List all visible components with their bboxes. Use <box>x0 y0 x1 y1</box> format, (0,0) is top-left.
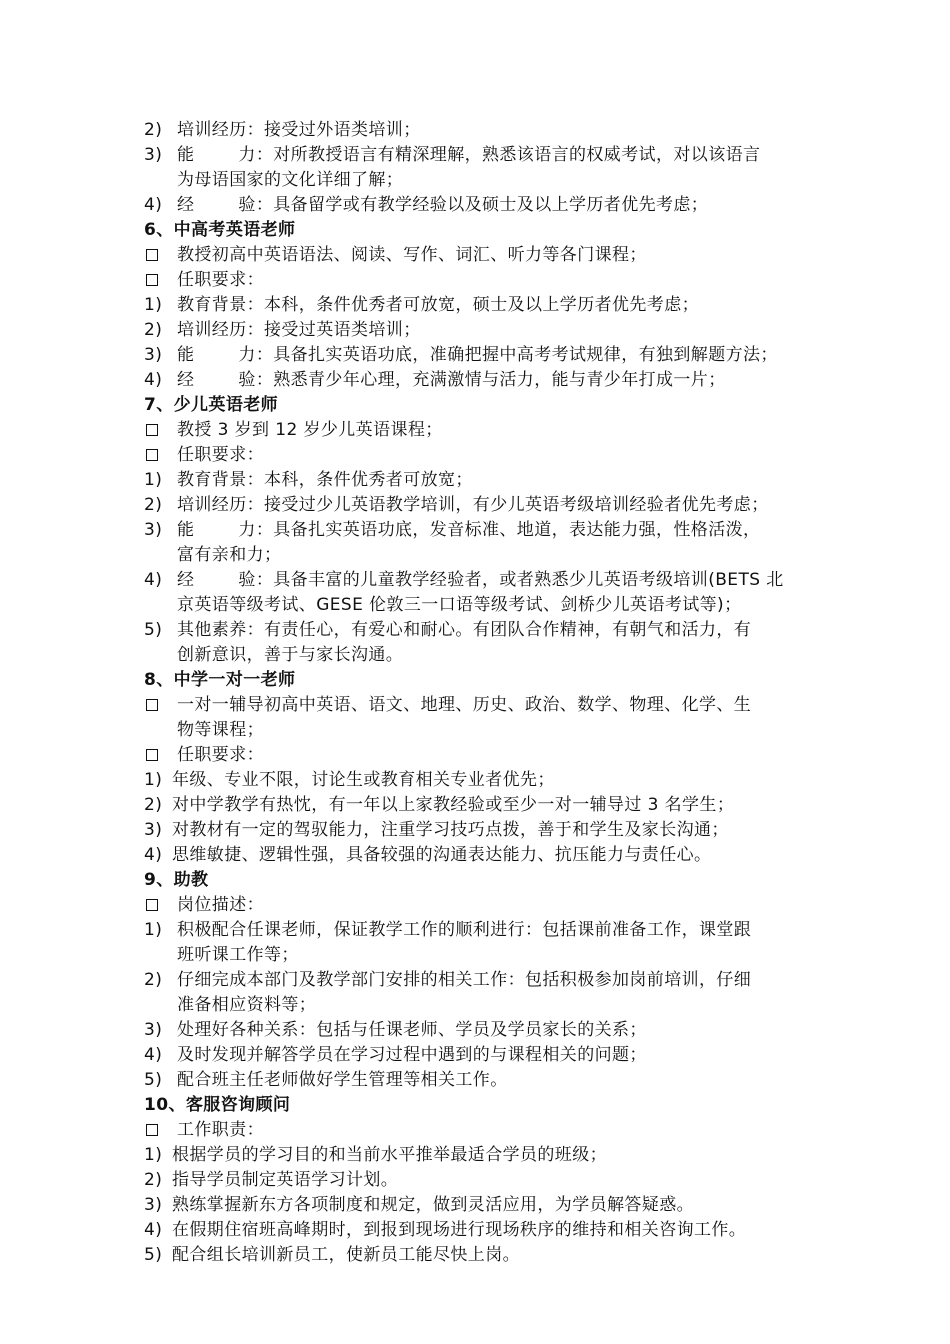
list-item-number: 5) <box>144 1070 163 1090</box>
list-item-label-first-char: 经 <box>177 570 195 590</box>
section-heading: 6、中高考英语老师 <box>144 220 296 240</box>
list-item-text: 班听课工作等； <box>177 945 299 965</box>
list-item-text: 任职要求： <box>177 745 264 765</box>
list-item-continuation <box>144 993 829 1018</box>
list-item-content <box>177 118 421 143</box>
list-item-content <box>177 568 784 593</box>
list-item-text: 熟练掌握新东方各项制度和规定，做到灵活应用，为学员解答疑惑。 <box>172 1195 694 1215</box>
list-item-number: 2) <box>144 120 163 140</box>
list-item-content <box>177 193 708 218</box>
list-item-number: 1) <box>144 1145 163 1165</box>
list-item-text: 培训经历：接受过英语类培训； <box>177 320 421 340</box>
list-item-text: ：具备丰富的儿童教学经验者，或者熟悉少儿英语考级培训(BETS 北 <box>255 570 784 590</box>
list-item-number: 2) <box>144 970 163 990</box>
list-item-number: 1) <box>144 770 163 790</box>
list-item-text: 任职要求： <box>177 445 264 465</box>
checkbox-bullet-icon <box>144 443 156 468</box>
numbered-list-item <box>144 1143 829 1168</box>
list-item-number: 4) <box>144 1045 163 1065</box>
numbered-list-item <box>144 518 829 543</box>
list-item-label-second-char: 力 <box>238 145 256 165</box>
list-item-continuation <box>144 643 829 668</box>
list-item-number: 1) <box>144 295 163 315</box>
list-item-content <box>177 468 473 493</box>
section-heading: 10、客服咨询顾问 <box>144 1095 291 1115</box>
list-item-number: 1) <box>144 470 163 490</box>
section-heading: 9、助教 <box>144 870 209 890</box>
list-item-content <box>172 1168 398 1193</box>
numbered-list-item <box>144 468 829 493</box>
list-item-number: 3) <box>144 820 163 840</box>
list-item-text: 工作职责： <box>177 1120 264 1140</box>
checkbox-list-item <box>144 1118 829 1143</box>
list-item-content <box>177 493 769 518</box>
list-item-number: 2) <box>144 795 163 815</box>
list-item-number: 4) <box>144 370 163 390</box>
checkbox-list-item <box>144 693 829 718</box>
list-item-label-first-char: 能 <box>177 345 195 365</box>
numbered-list-item <box>144 493 829 518</box>
numbered-list-item <box>144 843 829 868</box>
list-item-text: 岗位描述： <box>177 895 264 915</box>
checkbox-bullet-icon <box>144 743 156 768</box>
numbered-list-item <box>144 618 829 643</box>
checkbox-list-item <box>144 268 829 293</box>
list-item-continuation <box>144 168 829 193</box>
list-item-content <box>177 1043 647 1068</box>
checkbox-list-item <box>144 743 829 768</box>
list-item-text: 物等课程； <box>177 720 264 740</box>
list-item-content <box>177 968 751 993</box>
list-item-content <box>177 918 751 943</box>
list-item-text: 根据学员的学习目的和当前水平推举最适合学员的班级； <box>172 1145 607 1165</box>
list-item-text: 仔细完成本部门及教学部门安排的相关工作：包括积极参加岗前培训，仔细 <box>177 970 752 990</box>
checkbox-bullet-icon <box>144 693 156 718</box>
list-item-number: 3) <box>144 1020 163 1040</box>
numbered-list-item <box>144 1243 829 1268</box>
numbered-list-item <box>144 968 829 993</box>
list-item-content <box>172 818 729 843</box>
list-item-number: 3) <box>144 145 163 165</box>
list-item-text: 及时发现并解答学员在学习过程中遇到的与课程相关的问题； <box>177 1045 647 1065</box>
numbered-list-item <box>144 1043 829 1068</box>
list-item-content <box>172 1243 520 1268</box>
list-item-content <box>177 293 699 318</box>
list-item-content <box>172 1218 746 1243</box>
numbered-list-item <box>144 318 829 343</box>
list-item-number: 2) <box>144 495 163 515</box>
numbered-list-item <box>144 568 829 593</box>
list-item-text: 任职要求： <box>177 270 264 290</box>
list-item-continuation <box>144 718 829 743</box>
list-item-number: 2) <box>144 1170 163 1190</box>
list-item-content <box>177 318 421 343</box>
list-item-content <box>172 843 711 868</box>
list-item-label-first-char: 能 <box>177 145 195 165</box>
list-item-label-second-char: 力 <box>238 520 256 540</box>
list-item-number: 5) <box>144 1245 163 1265</box>
checkbox-bullet-icon <box>144 893 156 918</box>
list-item-label-first-char: 经 <box>177 370 195 390</box>
list-item-text: ：对所教授语言有精深理解，熟悉该语言的权威考试，对以该语言 <box>255 145 761 165</box>
list-item-text: 处理好各种关系：包括与任课老师、学员及学员家长的关系； <box>177 1020 647 1040</box>
numbered-list-item <box>144 193 829 218</box>
list-item-text: ：具备扎实英语功底，准确把握中高考考试规律，有独到解题方法； <box>255 345 778 365</box>
checkbox-list-item <box>144 443 829 468</box>
list-item-content <box>172 793 734 818</box>
numbered-list-item <box>144 768 829 793</box>
list-item-text: 教育背景：本科，条件优秀者可放宽，硕士及以上学历者优先考虑； <box>177 295 699 315</box>
list-item-number: 4) <box>144 195 163 215</box>
numbered-list-item <box>144 1218 829 1243</box>
list-item-label-second-char: 验 <box>238 570 256 590</box>
list-item-number: 5) <box>144 620 163 640</box>
numbered-list-item <box>144 818 829 843</box>
numbered-list-item <box>144 1193 829 1218</box>
list-item-label-second-char: 力 <box>238 345 256 365</box>
list-item-number: 1) <box>144 920 163 940</box>
list-item-label-second-char: 验 <box>238 195 256 215</box>
list-item-content <box>177 343 778 368</box>
list-item-text: ：具备扎实英语功底，发音标准、地道，表达能力强，性格活泼， <box>255 520 761 540</box>
list-item-content <box>177 143 760 168</box>
list-item-number: 3) <box>144 1195 163 1215</box>
numbered-list-item <box>144 143 829 168</box>
list-item-text: 配合班主任老师做好学生管理等相关工作。 <box>177 1070 508 1090</box>
list-item-text: 其他素养：有责任心，有爱心和耐心。有团队合作精神，有朝气和活力，有 <box>177 620 752 640</box>
section-heading: 8、中学一对一老师 <box>144 670 296 690</box>
list-item-text: ：具备留学或有教学经验以及硕士及以上学历者优先考虑； <box>255 195 709 215</box>
list-item-label-first-char: 能 <box>177 520 195 540</box>
list-item-number: 3) <box>144 520 163 540</box>
list-item-number: 4) <box>144 1220 163 1240</box>
numbered-list-item <box>144 918 829 943</box>
list-item-text: 指导学员制定英语学习计划。 <box>172 1170 399 1190</box>
numbered-list-item <box>144 1068 829 1093</box>
list-item-number: 3) <box>144 345 163 365</box>
list-item-content <box>177 1068 508 1093</box>
document-body <box>144 118 829 1268</box>
list-item-text: 教育背景：本科，条件优秀者可放宽； <box>177 470 473 490</box>
numbered-list-item <box>144 1018 829 1043</box>
list-item-text: ：熟悉青少年心理，充满激情与活力，能与青少年打成一片； <box>255 370 726 390</box>
checkbox-bullet-icon <box>144 1118 156 1143</box>
list-item-continuation <box>144 943 829 968</box>
numbered-list-item <box>144 118 829 143</box>
checkbox-list-item <box>144 418 829 443</box>
numbered-list-item <box>144 343 829 368</box>
list-item-text: 配合组长培训新员工，使新员工能尽快上岗。 <box>172 1245 520 1265</box>
list-item-text: 准备相应资料等； <box>177 995 317 1015</box>
list-item-content <box>172 1143 607 1168</box>
list-item-text: 教授初高中英语语法、阅读、写作、词汇、听力等各门课程； <box>177 245 647 265</box>
checkbox-list-item <box>144 243 829 268</box>
list-item-text: 思维敏捷、逻辑性强，具备较强的沟通表达能力、抗压能力与责任心。 <box>172 845 712 865</box>
list-item-continuation <box>144 593 829 618</box>
list-item-text: 创新意识，善于与家长沟通。 <box>177 645 404 665</box>
checkbox-bullet-icon <box>144 243 156 268</box>
list-item-content <box>177 518 760 543</box>
list-item-text: 培训经历：接受过少儿英语教学培训，有少儿英语考级培训经验者优先考虑； <box>177 495 769 515</box>
list-item-number: 4) <box>144 845 163 865</box>
list-item-text: 富有亲和力； <box>177 545 282 565</box>
list-item-content <box>172 768 555 793</box>
checkbox-bullet-icon <box>144 418 156 443</box>
list-item-text: 年级、专业不限，讨论生或教育相关专业者优先； <box>172 770 555 790</box>
numbered-list-item <box>144 368 829 393</box>
list-item-content <box>177 368 726 393</box>
list-item-text: 对教材有一定的驾驭能力，注重学习技巧点拨，善于和学生及家长沟通； <box>172 820 729 840</box>
numbered-list-item <box>144 1168 829 1193</box>
numbered-list-item <box>144 793 829 818</box>
list-item-content <box>177 618 751 643</box>
checkbox-list-item <box>144 893 829 918</box>
checkbox-bullet-icon <box>144 268 156 293</box>
list-item-text: 一对一辅导初高中英语、语文、地理、历史、政治、数学、物理、化学、生 <box>177 695 752 715</box>
list-item-text: 教授 3 岁到 12 岁少儿英语课程； <box>177 420 443 440</box>
list-item-content <box>172 1193 694 1218</box>
list-item-text: 在假期住宿班高峰期时，到报到现场进行现场秩序的维持和相关咨询工作。 <box>172 1220 747 1240</box>
list-item-content <box>177 1018 647 1043</box>
list-item-number: 4) <box>144 570 163 590</box>
list-item-text: 培训经历：接受过外语类培训； <box>177 120 421 140</box>
list-item-label-first-char: 经 <box>177 195 195 215</box>
list-item-text: 为母语国家的文化详细了解； <box>177 170 404 190</box>
list-item-label-second-char: 验 <box>238 370 256 390</box>
list-item-text: 京英语等级考试、GESE 伦敦三一口语等级考试、剑桥少儿英语考试等)； <box>177 595 742 615</box>
list-item-number: 2) <box>144 320 163 340</box>
section-heading: 7、少儿英语老师 <box>144 395 279 415</box>
list-item-text: 积极配合任课老师，保证教学工作的顺利进行：包括课前准备工作，课堂跟 <box>177 920 752 940</box>
list-item-text: 对中学教学有热忱，有一年以上家教经验或至少一对一辅导过 3 名学生； <box>172 795 735 815</box>
list-item-continuation <box>144 543 829 568</box>
numbered-list-item <box>144 293 829 318</box>
